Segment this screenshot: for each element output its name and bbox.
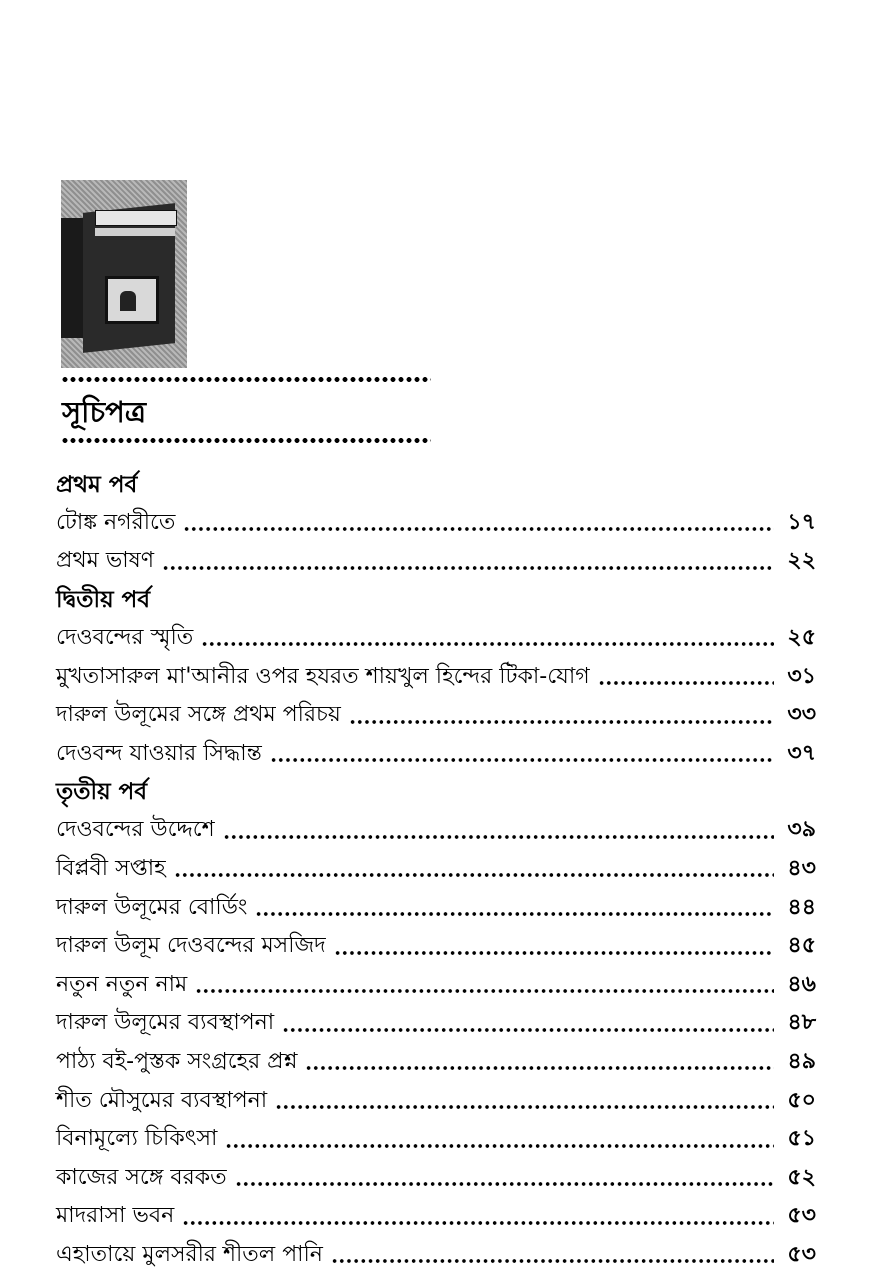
toc-section-heading: দ্বিতীয় পর্ব <box>56 586 151 613</box>
toc-entry-title: প্রথম ভাষণ <box>56 548 155 574</box>
toc-entry-title: দেওবন্দ যাওয়ার সিদ্ধান্ত <box>56 740 262 766</box>
toc-entry <box>56 504 816 543</box>
toc-entry-dot-leader <box>255 911 774 917</box>
book-cover-logo <box>61 180 187 368</box>
toc-entry-dot-leader <box>162 565 774 571</box>
toc-entry-page-number: ৪৫ <box>787 933 816 959</box>
toc-entry <box>56 850 816 889</box>
toc-entry-title: দারুল উলূমের ব্যবস্থাপনা <box>56 1010 275 1036</box>
toc-entry-title: এহাতায়ে মুলসরীর শীতল পানি <box>56 1241 323 1267</box>
toc-entry-dot-leader <box>195 988 774 994</box>
toc-entry-page-number: ৫২ <box>787 1164 816 1190</box>
toc-entry-dot-leader <box>270 757 774 763</box>
toc-entry <box>56 1082 816 1121</box>
toc-heading: সূচিপত্র <box>62 395 147 429</box>
toc-entry-page-number: ৫৩ <box>787 1203 816 1229</box>
logo-book-title-band <box>95 210 177 226</box>
toc-entry-dot-leader <box>225 1143 774 1149</box>
toc-entry <box>56 1120 816 1159</box>
toc-entry-dot-leader <box>235 1181 774 1187</box>
toc-entry <box>56 543 816 582</box>
toc-entry-page-number: ৫০ <box>787 1087 816 1113</box>
toc-entry-page-number: ৩৯ <box>787 817 816 843</box>
toc-entry-title: নতুন নতুন নাম <box>56 971 188 997</box>
toc-entry-title: কাজের সঙ্গে বরকত <box>56 1164 227 1190</box>
top-dotted-rule <box>61 376 431 383</box>
logo-photo-frame <box>105 276 159 324</box>
toc-entry-page-number: ৪৩ <box>787 855 816 881</box>
toc-entry-title: দারুল উলূমের বোর্ডিং <box>56 894 248 920</box>
toc-section-heading: তৃতীয় পর্ব <box>56 779 148 806</box>
toc-entry <box>56 812 816 851</box>
toc-entry-page-number: ১৭ <box>787 509 816 535</box>
toc-entry-page-number: ৩১ <box>787 663 816 689</box>
toc-entry-page-number: ৪৯ <box>787 1048 816 1074</box>
toc-entry <box>56 966 816 1005</box>
toc-entry-dot-leader <box>183 526 774 532</box>
toc-entry <box>56 696 816 735</box>
toc-entry-dot-leader <box>182 1220 774 1226</box>
toc-entry-title: দারুল উলূম দেওবন্দের মসজিদ <box>56 933 326 959</box>
toc-entry <box>56 1236 816 1275</box>
toc-entry-page-number: ২২ <box>787 548 816 574</box>
toc-entry-dot-leader <box>331 1258 774 1264</box>
toc-entry-page-number: ২৫ <box>787 624 816 650</box>
toc-entry-dot-leader <box>305 1065 774 1071</box>
toc-entry-dot-leader <box>275 1104 774 1110</box>
toc-entry-title: শীত মৌসুমের ব্যবস্থাপনা <box>56 1087 268 1113</box>
toc-entry-dot-leader <box>201 641 774 647</box>
logo-book-subtitle-band <box>95 228 175 236</box>
toc-entry-dot-leader <box>349 719 774 725</box>
toc-entry <box>56 889 816 928</box>
toc-entry-title: বিপ্লবী সপ্তাহ <box>56 855 166 881</box>
toc-entry-title: দেওবন্দের স্মৃতি <box>56 624 194 650</box>
table-of-contents <box>56 466 816 1275</box>
toc-entry-dot-leader <box>223 834 774 840</box>
toc-entry-title: দারুল উলূমের সঙ্গে প্রথম পরিচয় <box>56 702 341 728</box>
bottom-dotted-rule <box>61 437 431 444</box>
toc-entry-page-number: ৪৮ <box>787 1010 816 1036</box>
toc-entry <box>56 735 816 774</box>
toc-entry <box>56 658 816 697</box>
toc-entry-title: মুখতাসারুল মা'আনীর ওপর হযরত শায়খুল হিন্দের টিকা-যোগ <box>56 663 590 689</box>
toc-entry-page-number: ৫১ <box>787 1126 816 1152</box>
toc-entry-title: দেওবন্দের উদ্দেশে <box>56 817 215 843</box>
toc-entry <box>56 1198 816 1237</box>
toc-entry-title: বিনামূল্যে চিকিৎসা <box>56 1126 218 1152</box>
toc-entry <box>56 1159 816 1198</box>
toc-entry-page-number: ৪৪ <box>787 894 816 920</box>
toc-entry-dot-leader <box>282 1027 774 1033</box>
toc-section-heading: প্রথম পর্ব <box>56 471 138 498</box>
toc-entry-page-number: ৩৭ <box>787 740 816 766</box>
toc-entry-page-number: ৫৩ <box>787 1241 816 1267</box>
toc-entry <box>56 1005 816 1044</box>
toc-entry-dot-leader <box>598 680 774 686</box>
toc-entry-page-number: ৪৬ <box>787 971 816 997</box>
toc-entry-title: পাঠ্য বই-পুস্তক সংগ্রহের প্রশ্ন <box>56 1048 298 1074</box>
toc-entry <box>56 927 816 966</box>
toc-entry-dot-leader <box>334 950 774 956</box>
toc-entry-page-number: ৩৩ <box>787 702 816 728</box>
toc-entry-title: টোঙ্ক নগরীতে <box>56 509 176 535</box>
toc-entry-dot-leader <box>174 872 774 878</box>
toc-entry-title: মাদরাসা ভবন <box>56 1203 175 1229</box>
toc-entry <box>56 1043 816 1082</box>
toc-entry <box>56 619 816 658</box>
